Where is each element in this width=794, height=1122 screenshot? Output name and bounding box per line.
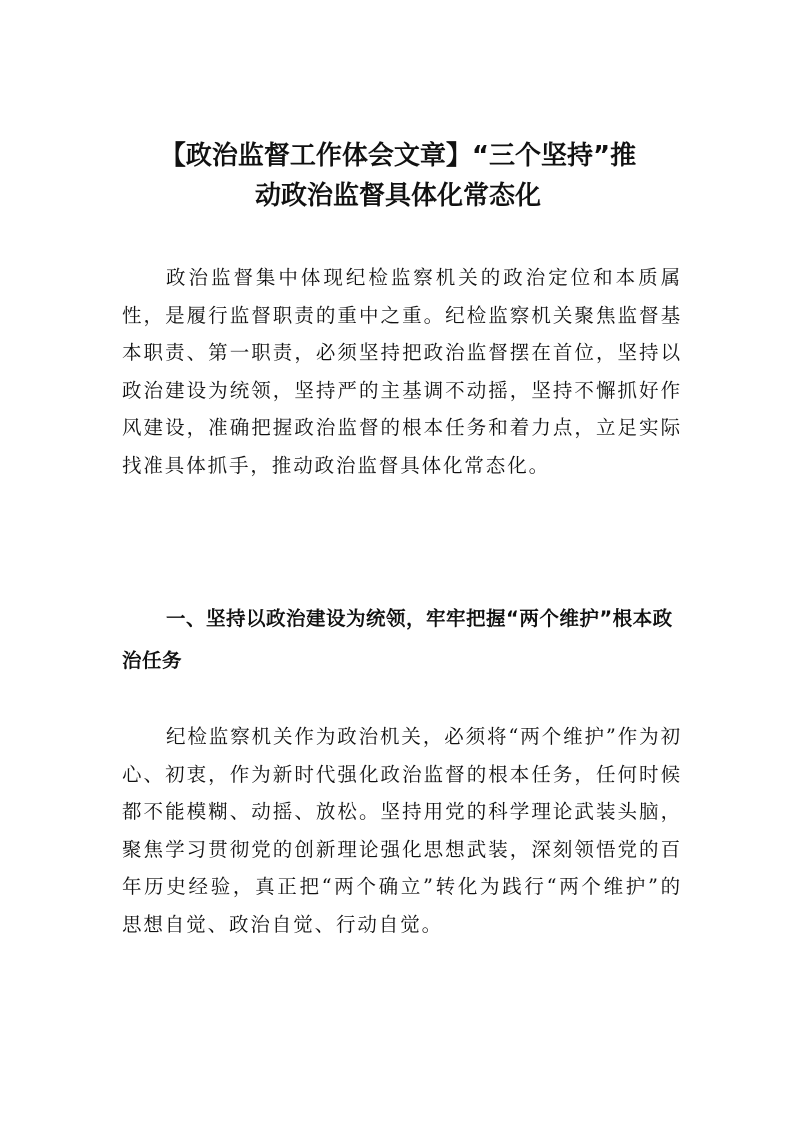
intro-paragraph: 政治监督集中体现纪检监察机关的政治定位和本质属性，是履行监督职责的重中之重。纪检监察机关聚焦监督基本职责、第一职责，必须坚持把政治监督摆在首位，坚持以政治建设为统领，坚持严的主基调不动摇，坚持不懈抓好作风建设，准确把握政治监督的根本任务和着力点，立足实际找准具体抓手，推动政治监督具体化常态化。 <box>122 266 682 477</box>
section-1-paragraph: 纪检监察机关作为政治机关，必须将“两个维护”作为初心、初衷，作为新时代强化政治监督的根本任务，任何时候都不能模糊、动摇、放松。坚持用党的科学理论武装头脑，聚焦学习贯彻党的创新理论强化思想武装，深刻领悟党的百年历史经验，真正把“两个确立”转化为践行“两个维护”的思想自觉、政治自觉、行动自觉。 <box>122 725 682 936</box>
document-title <box>118 136 678 216</box>
title-line-1: 【政治监督工作体会文章】“三个坚持”推 <box>159 141 637 171</box>
title-line-2: 动政治监督具体化常态化 <box>254 181 541 211</box>
section-heading-1: 一、坚持以政治建设为统领，牢牢把握“两个维护”根本政治任务 <box>122 607 673 672</box>
